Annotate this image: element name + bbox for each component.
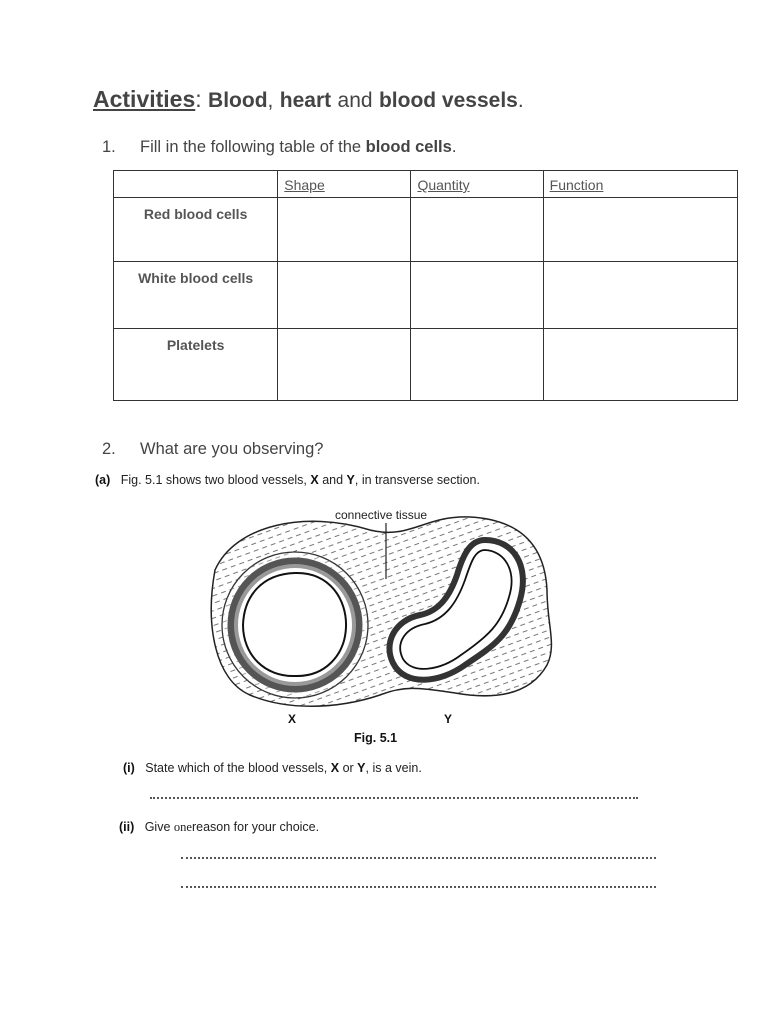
header-shape: Shape <box>278 171 411 198</box>
cell-red-shape[interactable] <box>278 198 411 262</box>
cell-red-function[interactable] <box>543 198 737 262</box>
vessel-x-lumen <box>243 573 346 676</box>
blood-vessels-figure <box>195 495 565 740</box>
answer-line-ii-2[interactable] <box>181 886 656 888</box>
page-title: Activities: Blood, heart and blood vessels. <box>93 86 524 112</box>
cell-platelets-quantity[interactable] <box>411 329 543 401</box>
exam-part-i: (i) State which of the blood vessels, X or Y, is a vein. <box>123 761 422 775</box>
table-row <box>114 329 738 401</box>
row-white-blood-cells: White blood cells <box>114 262 278 329</box>
cell-white-function[interactable] <box>543 262 737 329</box>
vessel-y-label: Y <box>444 712 453 726</box>
cell-white-quantity[interactable] <box>411 262 543 329</box>
vessel-x-label: X <box>288 712 297 726</box>
cell-red-quantity[interactable] <box>411 198 543 262</box>
table-row <box>114 198 738 262</box>
header-blank <box>114 171 278 198</box>
row-platelets: Platelets <box>114 329 278 401</box>
answer-line-i[interactable] <box>150 797 638 799</box>
header-quantity: Quantity <box>411 171 543 198</box>
blood-cells-table <box>113 170 738 401</box>
cell-white-shape[interactable] <box>278 262 411 329</box>
title-activities: Activities <box>93 86 196 112</box>
connective-tissue-label: connective tissue <box>335 508 428 522</box>
exam-part-a: (a) Fig. 5.1 shows two blood vessels, X and Y, in transverse section. <box>95 473 480 487</box>
question-2: 2. What are you observing? <box>102 440 324 458</box>
question-1: 1. Fill in the following table of the blood cells. <box>102 138 457 156</box>
figure-caption: Fig. 5.1 <box>354 731 398 745</box>
cell-platelets-shape[interactable] <box>278 329 411 401</box>
exam-part-ii: (ii) Give onereason for your choice. <box>119 820 320 834</box>
answer-line-ii-1[interactable] <box>181 857 656 859</box>
row-red-blood-cells: Red blood cells <box>114 198 278 262</box>
cell-platelets-function[interactable] <box>543 329 737 401</box>
table-row <box>114 262 738 329</box>
header-function: Function <box>543 171 737 198</box>
table-header-row <box>114 171 738 198</box>
